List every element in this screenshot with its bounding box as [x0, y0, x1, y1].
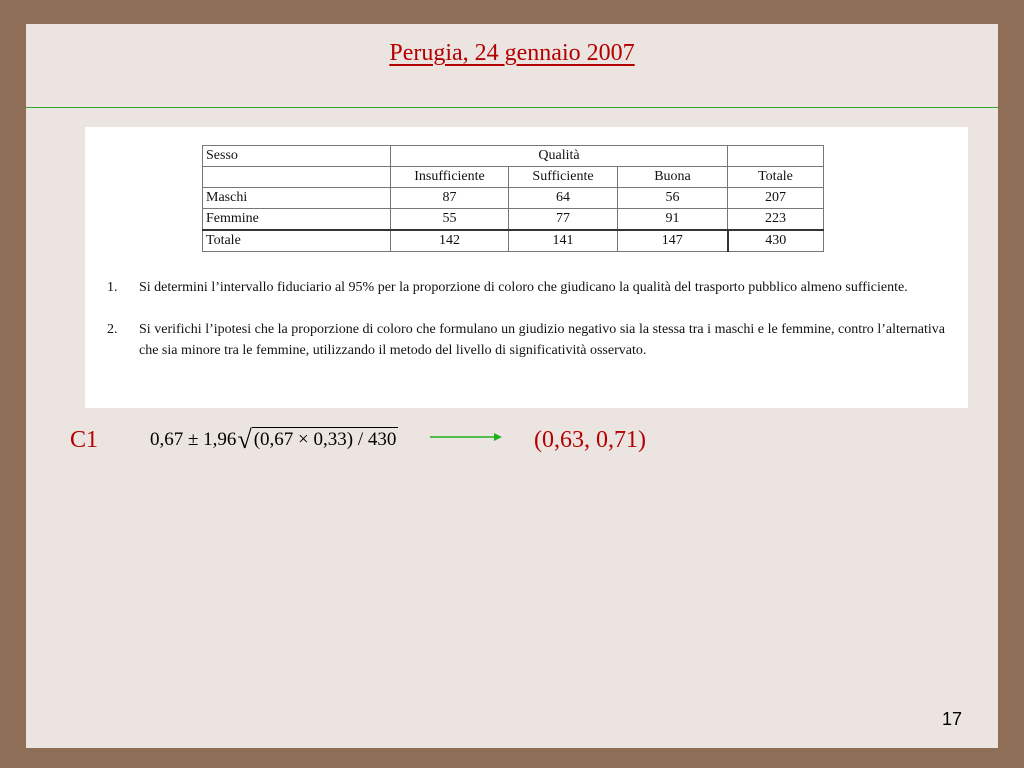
- table-cell: 147: [618, 230, 728, 252]
- arrow-right-icon: [430, 430, 502, 444]
- exercise-panel: [85, 127, 968, 408]
- table-cell: 430: [728, 230, 824, 252]
- header-buona: Buona: [618, 167, 728, 188]
- table-cell: 64: [509, 188, 618, 209]
- table-cell: 56: [618, 188, 728, 209]
- header-insufficiente: Insufficiente: [391, 167, 509, 188]
- confidence-interval-formula: [150, 425, 398, 454]
- table-header-row: [203, 167, 824, 188]
- slide-title: Perugia, 24 gennaio 2007: [389, 40, 635, 66]
- header-sufficiente: Sufficiente: [509, 167, 618, 188]
- table-row: [203, 209, 824, 231]
- table-cell: 207: [728, 188, 824, 209]
- table-cell: 77: [509, 209, 618, 231]
- formula-radicand: (0,67 × 0,33) / 430: [253, 429, 397, 450]
- list-item: [107, 277, 945, 298]
- header-qualita: Qualità: [391, 146, 728, 167]
- table-row: [203, 230, 824, 252]
- list-item: [107, 319, 945, 361]
- table-row: [203, 188, 824, 209]
- interval-result: (0,63, 0,71): [534, 427, 646, 453]
- header-blank: [728, 146, 824, 167]
- question-list: [107, 277, 945, 382]
- table-cell: [203, 167, 391, 188]
- question-text: Si verifichi l’ipotesi che la proporzione di coloro che formulano un giudizio negativo sia la stessa tra i maschi e le femmine, contro l’alternativa che sia minore tra le femmine, utilizzando il metodo del livello di significatività osservato.: [139, 322, 945, 358]
- header-sesso: Sesso: [203, 146, 391, 167]
- square-root-symbol: √: [237, 425, 252, 454]
- question-number: 1.: [107, 280, 118, 295]
- solution-label: C1: [70, 427, 99, 453]
- table-cell: 55: [391, 209, 509, 231]
- question-text: Si determini l’intervallo fiduciario al 95% per la proporzione di coloro che giudicano la qualità del trasporto pubblico almeno sufficiente.: [139, 280, 908, 295]
- table-cell: 142: [391, 230, 509, 252]
- header-totale: Totale: [728, 167, 824, 188]
- table-cell: 223: [728, 209, 824, 231]
- row-label: Femmine: [203, 209, 391, 231]
- contingency-table: [202, 145, 824, 252]
- table-cell: 91: [618, 209, 728, 231]
- slide: [26, 24, 998, 748]
- question-number: 2.: [107, 322, 118, 337]
- table-header-row: [203, 146, 824, 167]
- table-cell: 87: [391, 188, 509, 209]
- row-label: Totale: [203, 230, 391, 252]
- page-number: 17: [941, 709, 962, 729]
- title-divider: [26, 107, 998, 108]
- table-cell: 141: [509, 230, 618, 252]
- formula-prefix: 0,67 ± 1,96: [150, 429, 237, 450]
- row-label: Maschi: [203, 188, 391, 209]
